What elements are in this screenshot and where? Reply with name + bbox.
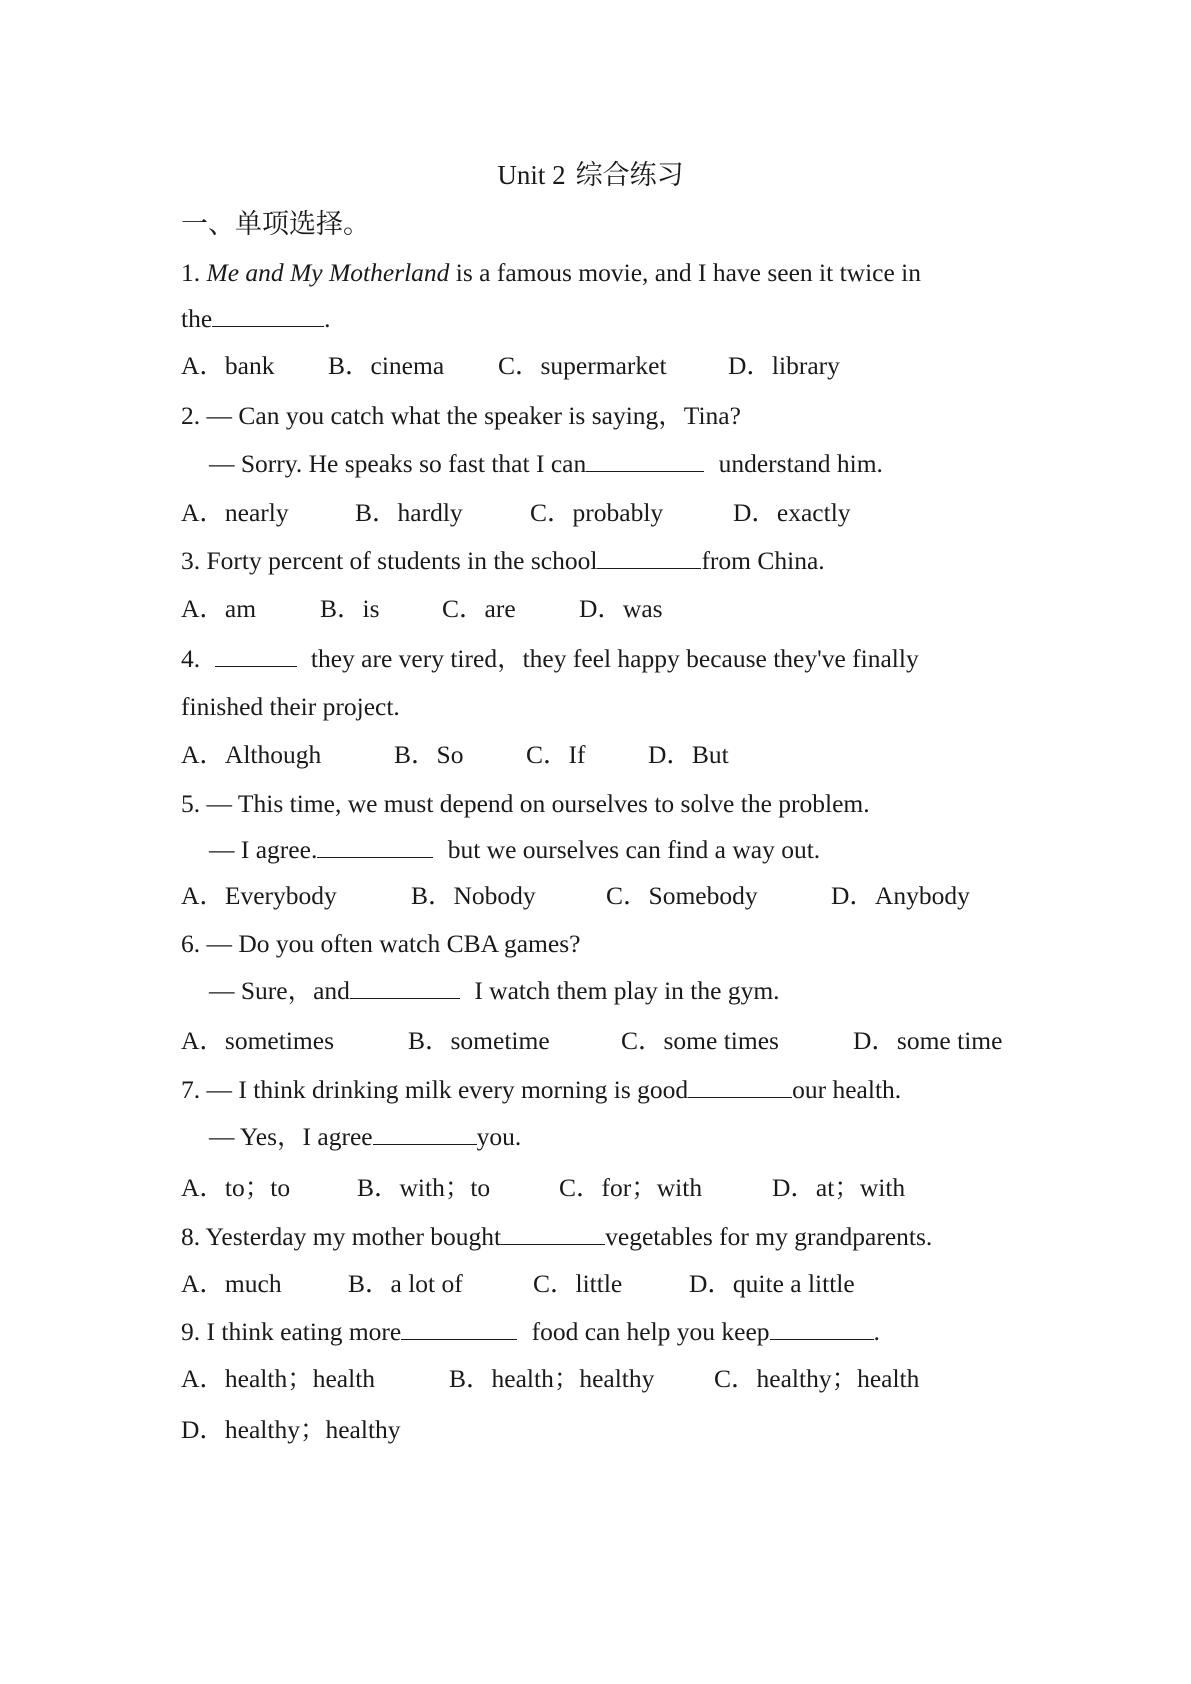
question-6-options [181,1028,1002,1054]
question-5-line-2: — I agree. but we ourselves can find a way out. [209,835,821,864]
subtitle: 综合练习 [575,160,684,190]
option-a: A．to；to [181,1173,291,1202]
option-a: A．Although [181,740,322,769]
question-7-line-1: 7. — I think drinking milk every morning is good our health. [181,1075,902,1104]
option-b: B．a lot of [348,1269,463,1298]
question-4-line-1: 4. they are very tired，they feel happy because they've finally [181,644,919,673]
question-2-line-2: — Sorry. He speaks so fast that I can understand him. [209,449,883,478]
option-c: C．healthy；health [714,1364,920,1393]
question-7-line-2: — Yes，I agree you. [209,1122,522,1151]
answer-blank [597,548,701,569]
question-8-line-1: 8. Yesterday my mother bought vegetables for my grandparents. [181,1222,933,1251]
question-3-options [181,596,663,622]
option-a: A．am [181,594,257,623]
option-d: D．was [579,594,663,623]
answer-blank [212,306,324,327]
unit-label: Unit 2 [497,160,566,190]
option-d: D．healthy；healthy [181,1415,401,1444]
question-2-options [181,500,851,526]
question-6-line-1: 6. — Do you often watch CBA games? [181,929,581,958]
option-d: D．But [648,740,729,769]
option-c: C．little [533,1269,623,1298]
question-9-option-d [181,1417,401,1443]
option-c: C．for；with [559,1173,703,1202]
option-a: A．sometimes [181,1026,334,1055]
option-b: B．Nobody [411,881,536,910]
option-a: A．health；health [181,1364,376,1393]
option-d: D．exactly [733,498,851,527]
option-d: D．library [728,351,840,380]
question-9-options [181,1366,919,1392]
section-heading: 一、单项选择。 [181,209,370,239]
option-a: A．bank [181,351,275,380]
question-1-line-1: 1. Me and My Motherland is a famous movie, and I have seen it twice in [181,258,922,287]
option-b: B．health；healthy [449,1364,655,1393]
option-c: C．are [442,594,516,623]
option-c: C．some times [621,1026,779,1055]
option-b: B．cinema [328,351,445,380]
option-b: B．is [320,594,380,623]
question-8-options [181,1271,855,1297]
option-a: A．Everybody [181,881,337,910]
option-b: B．hardly [355,498,463,527]
answer-blank [688,1077,792,1098]
option-d: D．Anybody [831,881,970,910]
option-b: B．sometime [408,1026,550,1055]
answer-blank [215,646,297,667]
option-a: A．nearly [181,498,289,527]
question-6-line-2: — Sure，and I watch them play in the gym. [209,976,780,1005]
page-title [0,162,1191,189]
answer-blank [586,451,704,472]
question-2-line-1: 2. — Can you catch what the speaker is saying，Tina? [181,401,741,430]
option-b: B．with；to [357,1173,491,1202]
question-5-line-1: 5. — This time, we must depend on ourselves to solve the problem. [181,789,870,818]
option-c: C．Somebody [606,881,758,910]
option-d: D．at；with [772,1173,906,1202]
option-d: D．quite a little [689,1269,855,1298]
option-c: C．If [526,740,586,769]
question-4-options [181,742,729,768]
question-1-options [181,353,840,379]
option-b: B．So [394,740,464,769]
answer-blank [317,837,433,858]
movie-title: Me and My Motherland [206,258,450,287]
option-c: C．probably [530,498,664,527]
question-1-line-2: the . [181,304,331,333]
answer-blank [770,1319,874,1340]
question-9-line-1: 9. I think eating more food can help you keep . [181,1317,880,1346]
answer-blank [501,1224,605,1245]
answer-blank [401,1319,517,1340]
question-5-options [181,883,970,909]
answer-blank [350,978,460,999]
question-7-options [181,1175,905,1201]
option-c: C．supermarket [498,351,667,380]
question-4-line-2: finished their project. [181,692,400,721]
answer-blank [373,1124,477,1145]
option-d: D．some time [853,1026,1003,1055]
question-3-line-1: 3. Forty percent of students in the school from China. [181,546,825,575]
option-a: A．much [181,1269,282,1298]
